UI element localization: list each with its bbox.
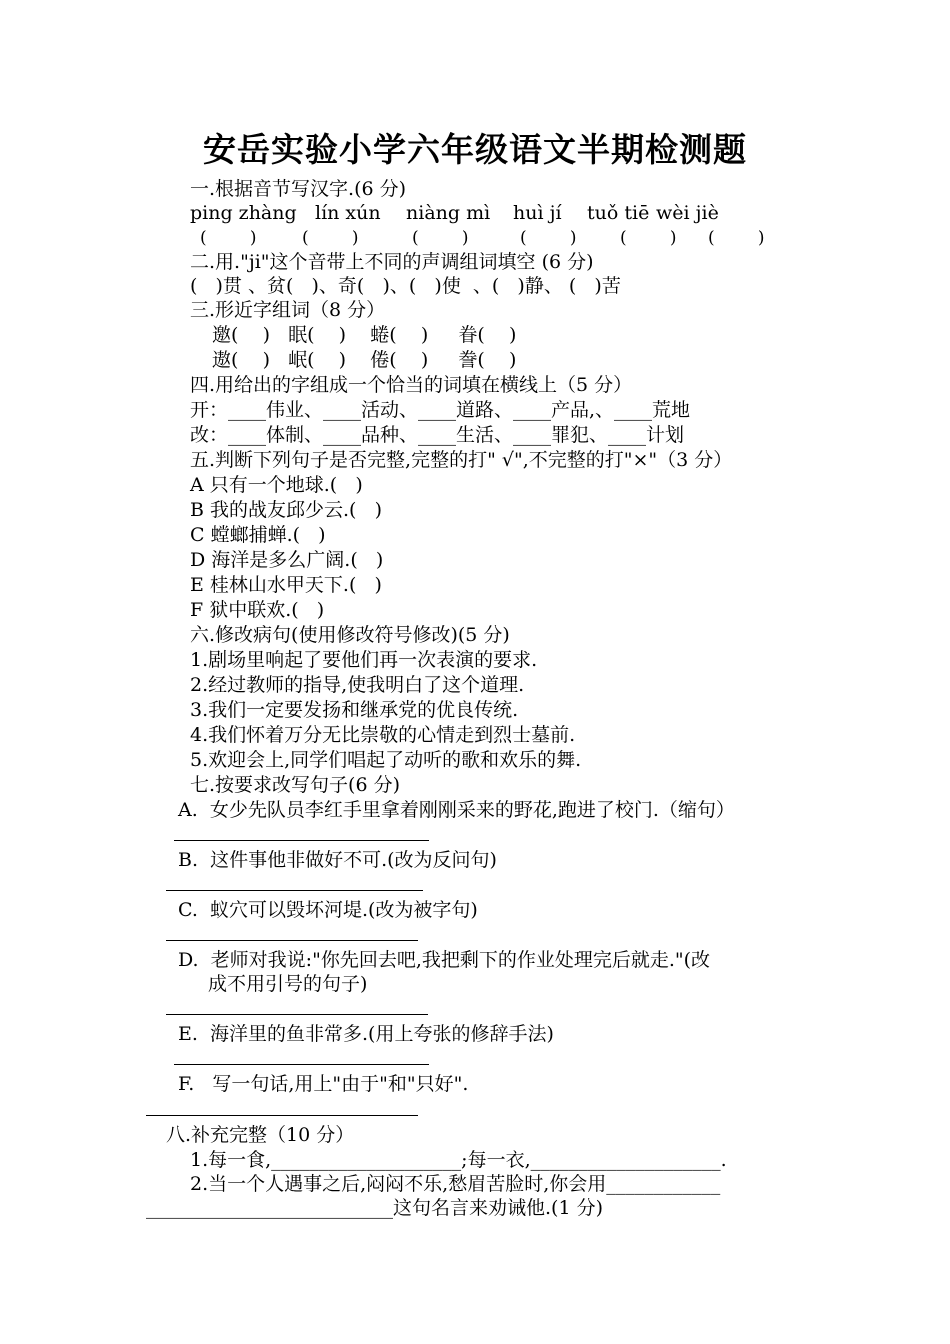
section-6-heading: 六.修改病句(使用修改符号修改)(5 分)	[190, 624, 510, 646]
answer-line-b[interactable]	[166, 890, 423, 891]
pinyin-2: lín xún	[315, 202, 381, 224]
answer-blank-1: ( )	[200, 228, 257, 248]
sentence-item-5: 5.欢迎会上,同学们唱起了动听的歌和欢乐的舞.	[190, 749, 582, 771]
section-2-line: ( )贯 、贫( )、奇( )、( )使 、( )静、 ( )苦	[190, 275, 621, 297]
judge-item-b: B 我的战友邱少云.( )	[190, 499, 382, 521]
judge-item-d: D 海洋是多么广阔.( )	[190, 549, 384, 571]
section-2-heading: 二.用."ji"这个音带上不同的声调组词填空 (6 分)	[190, 251, 594, 273]
rewrite-item-d: D. 老师对我说:"你先回去吧,我把剩下的作业处理完后就走."(改	[178, 949, 711, 971]
answer-blank-3: ( )	[412, 228, 469, 248]
pinyin-4: huì jí	[513, 202, 562, 224]
section-8-heading: 八.补充完整（10 分）	[166, 1124, 355, 1146]
rewrite-item-c: C. 蚁穴可以毁坏河堤.(改为被字句)	[178, 899, 478, 921]
section-3-heading: 三.形近字组词（8 分）	[190, 299, 386, 321]
pinyin-3: niàng mì	[406, 202, 491, 224]
rewrite-item-f: F. 写一句话,用上"由于"和"只好".	[178, 1073, 469, 1095]
rewrite-item-d-cont: 成不用引号的句子)	[208, 973, 368, 995]
rewrite-item-b: B. 这件事他非做好不可.(改为反问句)	[178, 849, 497, 871]
sentence-item-2: 2.经过教师的指导,使我明白了这个道理.	[190, 674, 525, 696]
answer-blank-5: ( )	[620, 228, 677, 248]
pinyin-6: wèi jiè	[656, 202, 719, 224]
answer-line-d[interactable]	[166, 1014, 428, 1015]
pinyin-1: ping zhàng	[190, 202, 297, 224]
answer-line-e[interactable]	[174, 1064, 429, 1065]
complete-item-2-cont: __________________________这句名言来劝诫他.(1 分)	[146, 1197, 603, 1219]
section-5-heading: 五.判断下列句子是否完整,完整的打" √",不完整的打"×"（3 分）	[190, 449, 733, 471]
sentence-item-1: 1.剧场里响起了要他们再一次表演的要求.	[190, 649, 538, 671]
answer-blank-2: ( )	[302, 228, 359, 248]
page-title: 安岳实验小学六年级语文半期检测题	[203, 130, 747, 169]
section-1-heading: 一.根据音节写汉字.(6 分)	[190, 178, 407, 200]
section-4-heading: 四.用给出的字组成一个恰当的词填在横线上（5 分）	[190, 374, 633, 396]
section-4-gai: 改：____体制、____品种、____生活、____罪犯、____计划	[190, 424, 685, 446]
judge-item-c: C 螳螂捕蝉.( )	[190, 524, 326, 546]
rewrite-item-a: A. 女少先队员李红手里拿着刚刚采来的野花,跑进了校门.（缩句）	[178, 799, 735, 821]
complete-item-1: 1.每一食,____________________;每一衣,____________________.	[190, 1149, 727, 1171]
judge-item-e: E 桂林山水甲天下.( )	[190, 574, 382, 596]
answer-line-f[interactable]	[146, 1115, 418, 1116]
judge-item-a: A 只有一个地球.( )	[190, 474, 363, 496]
section-4-kai: 开：____伟业、____活动、____道路、____产品,、____荒地	[190, 399, 691, 421]
section-7-heading: 七.按要求改写句子(6 分)	[190, 774, 400, 796]
section-3-row-2: 遨( ) 岷( ) 倦( ) 誊( )	[212, 349, 517, 371]
answer-line-c[interactable]	[166, 940, 418, 941]
sentence-item-3: 3.我们一定要发扬和继承党的优良传统.	[190, 699, 519, 721]
answer-blank-6: ( )	[708, 228, 765, 248]
section-3-row-1: 邀( ) 眠( ) 蜷( ) 眷( )	[212, 324, 517, 346]
rewrite-item-e: E. 海洋里的鱼非常多.(用上夸张的修辞手法)	[178, 1023, 554, 1045]
sentence-item-4: 4.我们怀着万分无比崇敬的心情走到烈士墓前.	[190, 724, 576, 746]
judge-item-f: F 狱中联欢.( )	[190, 599, 325, 621]
answer-blank-4: ( )	[520, 228, 577, 248]
answer-line-a[interactable]	[174, 840, 429, 841]
pinyin-5: tuǒ tiē	[587, 202, 650, 224]
complete-item-2: 2.当一个人遇事之后,闷闷不乐,愁眉苦脸时,你会用____________	[190, 1173, 721, 1195]
